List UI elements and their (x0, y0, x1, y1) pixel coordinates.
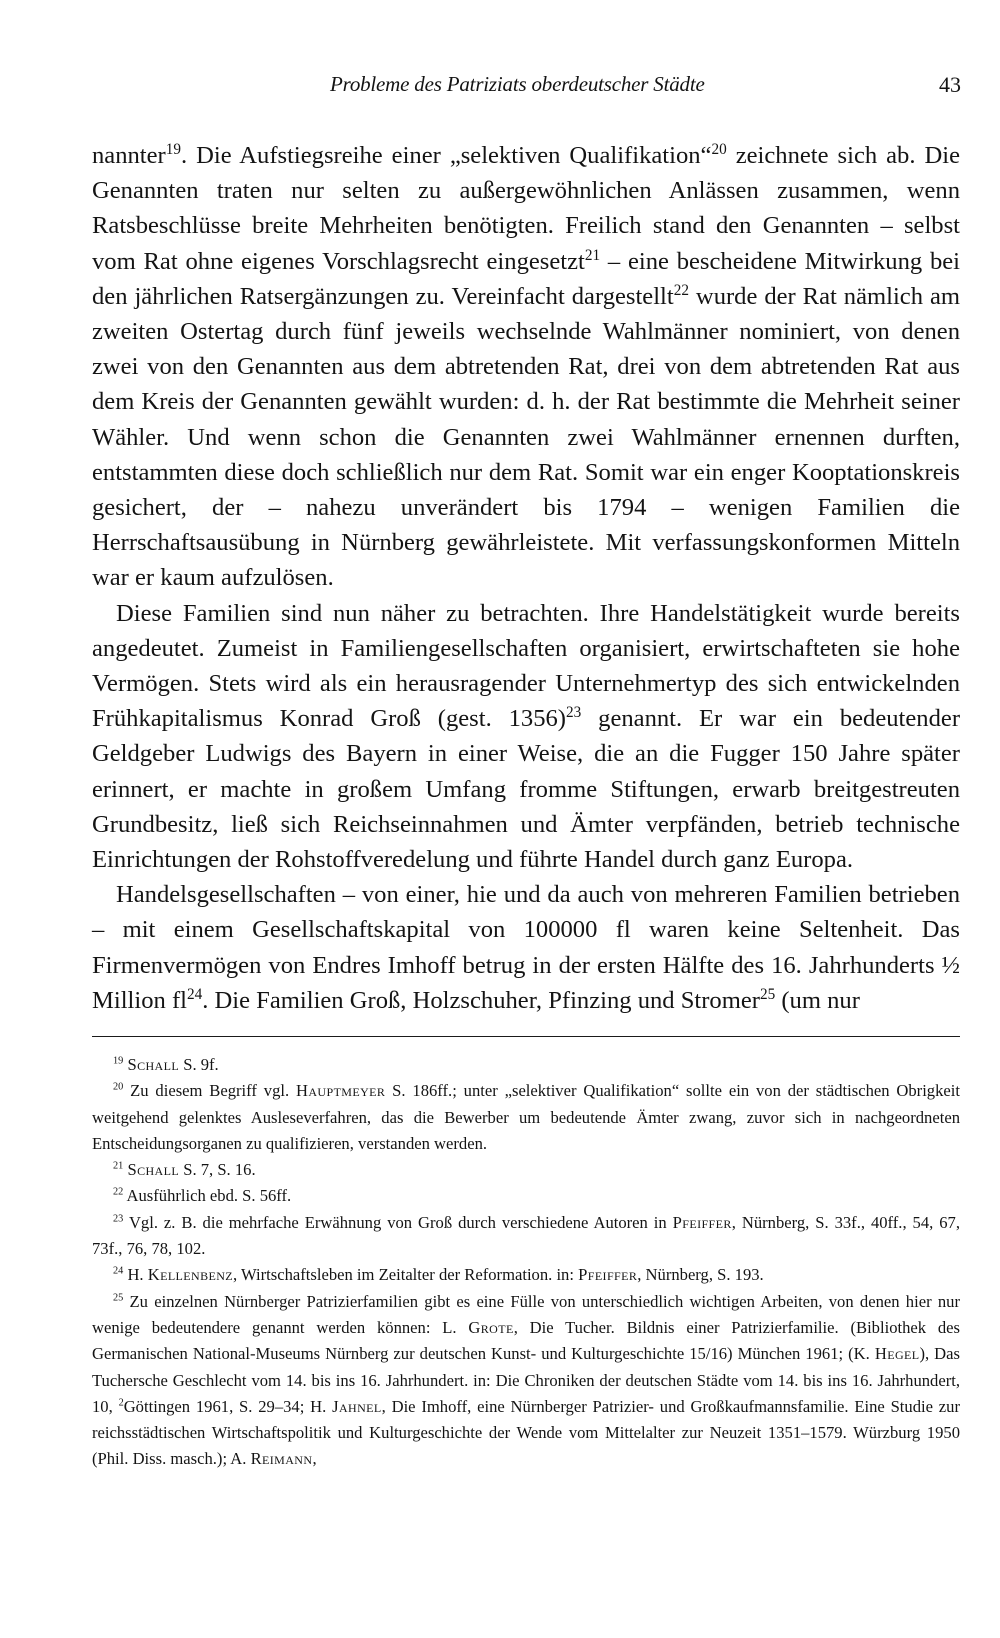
edition-number: 2 (118, 1397, 124, 1409)
footnote-text: ), Das Tuchersche Geschlecht vom 14. bis ins 16. Jahrhundert. in: Die Chroniken der deutschen Städte vom 14. bis ins 16. Jahrhundert, 10, (92, 1344, 960, 1416)
footnote-author: Hegel (874, 1344, 920, 1364)
footnote-text: Ausführlich ebd. S. 56ff. (126, 1186, 292, 1206)
footnote-text: H. (127, 1265, 148, 1285)
footnote-author: Reimann (250, 1449, 313, 1469)
text-run: nannter (92, 142, 166, 169)
paragraph-2 (92, 596, 960, 878)
running-title: Probleme des Patriziats oberdeutscher Städte (330, 72, 705, 96)
footnote-author: Kellenbenz (147, 1265, 234, 1285)
footnote-24 (92, 1262, 960, 1288)
footnote-text: , (312, 1449, 317, 1469)
footnote-ref-20: 20 (711, 140, 727, 158)
text-run: wurde der Rat nämlich am zweiten Ostertag durch fünf jeweils wechselnde Wahlmänner nominiert, von denen zwei von den Genannten aus dem abtretenden Rat, drei von dem abtretenden Rat aus dem Kreis der Genannten gewählt wurden: d. h. der Rat bestimmte die Mehrheit seiner Wähler. Und wenn schon die Genannten zwei Wahlmänner ernennen durften, entstammten diese doch schließlich nur dem Rat. Somit war ein enger Kooptationskreis gesichert, der – nahezu unverändert bis 1794 – wenigen Familien die Herrschaftsausübung in Nürnberg gewährleistete. Mit verfassungskonformen Mitteln war er kaum aufzulösen. (92, 282, 960, 592)
footnote-author: Jahnel (332, 1396, 382, 1416)
footnote-author: Grote (468, 1317, 514, 1337)
main-text (92, 138, 960, 1018)
footnote-21 (92, 1157, 960, 1183)
footnote-text: S. 186ff.; unter „selektiver Qualifikation“ sollte ein von der städtischen Obrigkeit weitgehend gelenktes Ausleseverfahren, das die Bewerber um bedeutende Ämter zwang, zuvor sich in nachgeordneten Entscheidungsorganen zu qualifizieren, verstanden werden. (92, 1081, 960, 1153)
text-run: zeichnete sich ab. Die Genannten traten nur selten zu außergewöhnlichen Anlässen zusammen, wenn Ratsbeschlüsse breite Mehrheiten benötigten. Freilich stand den Genannten – selbst vom Rat ohne eigenes Vorschlagsrecht eingesetzt (92, 142, 961, 275)
footnote-text: Zu diesem Begriff vgl. (130, 1081, 296, 1101)
text-run: – eine bescheidene Mitwirkung bei den jährlichen Ratsergänzungen zu. Vereinfacht dargestellt (92, 247, 960, 310)
footnote-author: Pfeiffer (578, 1265, 638, 1285)
footnote-author: Schall (127, 1160, 180, 1180)
footnote-author: Hauptmeyer (295, 1081, 386, 1101)
footnote-text: , Die Tucher. Bildnis einer Patrizierfamilie. (Bibliothek des Germanischen National-Museums Nürnberg zur deutschen Kunst- und Kulturgeschichte 15/16) München 1961; (K. (92, 1317, 960, 1364)
footnote-ref-21: 21 (584, 246, 601, 264)
footnote-number: 25 (113, 1292, 124, 1304)
page-number: 43 (939, 72, 961, 97)
footnote-ref-22: 22 (673, 281, 689, 299)
footnote-divider (92, 1036, 960, 1037)
footnote-number: 24 (113, 1265, 124, 1277)
footnote-text: , Nürnberg, S. 33f., 40ff., 54, 67, 73f., 76, 78, 102. (92, 1212, 960, 1259)
text-run: genannt. Er war ein bedeutender Geldgeber Ludwigs des Bayern in einer Weise, die an die Fugger 150 Jahre später erinnert, er machte in großem Umfang fromme Stiftungen, erwarb breitgestreuten Grundbesitz, ließ sich Reichseinnahmen und Ämter verpfänden, betrieb technische Einrichtungen der Rohstoffveredelung und führte Handel durch ganz Europa. (92, 705, 961, 874)
footnote-number: 21 (113, 1160, 124, 1172)
footnote-ref-19: 19 (165, 140, 181, 158)
running-header (0, 72, 1000, 102)
paragraph-1 (92, 138, 960, 596)
paragraph-3 (92, 877, 960, 1018)
footnote-author: Pfeiffer (672, 1212, 732, 1232)
footnote-text: , Wirtschaftsleben im Zeitalter der Reformation. in: (233, 1265, 579, 1285)
footnote-22 (92, 1183, 960, 1209)
text-run: Diese Familien sind nun näher zu betrachten. Ihre Handelstätigkeit wurde bereits angedeutet. Zumeist in Familiengesellschaften organisiert, erwirtschafteten sie hohe Vermögen. Stets wird als ein herausragender Unternehmertyp des sich entwickelnden Frühkapitalismus Konrad Groß (gest. 1356) (92, 599, 960, 733)
footnote-number: 23 (113, 1213, 124, 1225)
text-run: Handelsgesellschaften – von einer, hie und da auch von mehreren Familien betrieben – mit einem Gesellschaftskapital von 100000 fl waren keine Seltenheit. Das Firmenvermögen von Endres Imhoff betrug in der ersten Hälfte des 16. Jahrhunderts ½ Million fl (92, 881, 960, 1014)
footnote-text: S. 7, S. 16. (179, 1160, 256, 1180)
footnote-text: Göttingen 1961, S. 29–34; H. (123, 1396, 333, 1416)
footnote-19 (92, 1052, 960, 1078)
footnote-text: Vgl. z. B. die mehrfache Erwähnung von Groß durch verschiedene Autoren in (128, 1212, 673, 1232)
text-run: . Die Aufstiegsreihe einer „selektiven Qualifikation“ (181, 142, 712, 169)
footnote-number: 20 (113, 1081, 124, 1093)
footnote-25 (92, 1289, 960, 1473)
footnote-ref-24: 24 (186, 985, 203, 1003)
text-run: . Die Familien Groß, Holzschuher, Pfinzing und Stromer (202, 986, 760, 1014)
footnote-ref-23: 23 (566, 704, 582, 722)
footnote-text: , Nürnberg, S. 193. (637, 1265, 764, 1285)
footnote-23 (92, 1210, 960, 1263)
footnote-author: Schall (127, 1055, 180, 1074)
footnote-number: 22 (113, 1186, 124, 1198)
footnote-ref-25: 25 (759, 985, 776, 1003)
footnote-20 (92, 1078, 960, 1157)
footnote-text: , Die Imhoff, eine Nürnberger Patrizier- und Großkaufmannsfamilie. Eine Studie zur reichsstädtischen Wirtschaftspolitik und Kulturgeschichte der Wende vom Mittelalter zur Neuzeit 1351–1579. Würzburg 1950 (Phil. Diss. masch.); A. (92, 1396, 960, 1469)
footnote-text: S. 9f. (179, 1055, 219, 1074)
text-run: (um nur (775, 986, 860, 1014)
footnotes (92, 1052, 960, 1473)
footnote-text: Zu einzelnen Nürnberger Patrizierfamilien gibt es eine Fülle von unterschiedlich wichtigen Arbeiten, von denen hier nur wenige bedeutendere genannt werden können: L. (92, 1291, 960, 1337)
footnote-number: 19 (113, 1055, 124, 1067)
